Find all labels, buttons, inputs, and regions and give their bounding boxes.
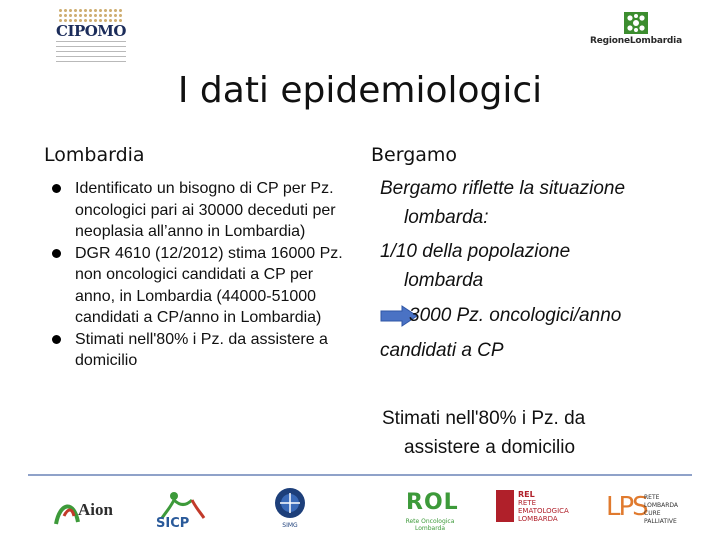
simg-globe-icon [264,486,316,522]
rel-logo-line-2: EMATOLOGICA [518,507,569,515]
lombardia-heading: Lombardia [44,144,145,166]
sicp-logo-text: SICP [156,516,190,531]
cipomo-subtitle-lines [56,41,126,65]
bergamo-line-7: Stimati nell'80% i Pz. da [382,408,586,429]
regione-lombardia-logo [588,12,684,50]
bergamo-line-8: assistere a domicilio [404,437,576,458]
lombardia-bullet-list [52,178,352,372]
lps-logo-subtitle: RETE LOMBARDA CURE PALLIATIVE [644,494,679,525]
cipomo-logo-text: CIPOMO [56,22,126,40]
rel-logo-line-1: RETE [518,499,536,507]
bergamo-line-3: 1/10 della popolazione [380,241,571,262]
simg-logo-text: SIMG [282,522,298,529]
footer-divider [28,474,692,476]
bergamo-heading: Bergamo [371,144,458,166]
regione-lombardia-text: RegioneLombardia [590,36,682,46]
bergamo-line-5: 3000 Pz. oncologici/anno [409,305,622,326]
lps-logo-text: LPS [606,492,647,522]
rol-logo [398,490,462,534]
sicp-logo [152,490,216,534]
cipomo-dots-icon [58,8,122,22]
rel-logo-text: REL [518,490,535,499]
rel-red-block-icon [496,490,514,522]
page-title: I dati epidemiologici [177,70,543,111]
list-item: DGR 4610 (12/2012) stima 16000 Pz. non oncologici candidati a CP per anno, in Lombardia (44000-51000 candidati a CP/anno in Lombardia) [52,243,352,329]
simg-logo [264,486,316,532]
rol-logo-text: ROL [406,490,459,515]
bergamo-line-6: candidati a CP [380,340,504,361]
bergamo-line-1: Bergamo riflette la situazione [380,178,626,199]
aion-logo [52,494,112,530]
cipomo-logo [50,6,132,68]
bergamo-line-2: lombarda: [404,207,489,228]
aion-logo-text: Aion [78,500,113,519]
list-item: Identificato un bisogno di CP per Pz. oncologici pari ai 30000 deceduti per neoplasia all’anno in Lombardia) [52,178,352,243]
lps-logo [606,488,690,532]
rel-logo [496,490,582,524]
regione-lombardia-rose-icon [624,12,648,34]
bergamo-line-4: lombarda [404,270,484,291]
rol-logo-subtitle: Rete Oncologica Lombarda [405,518,455,532]
list-item: Stimati nell'80% i Pz. da assistere a domicilio [52,329,352,372]
rel-logo-line-3: LOMBARDA [518,515,558,523]
